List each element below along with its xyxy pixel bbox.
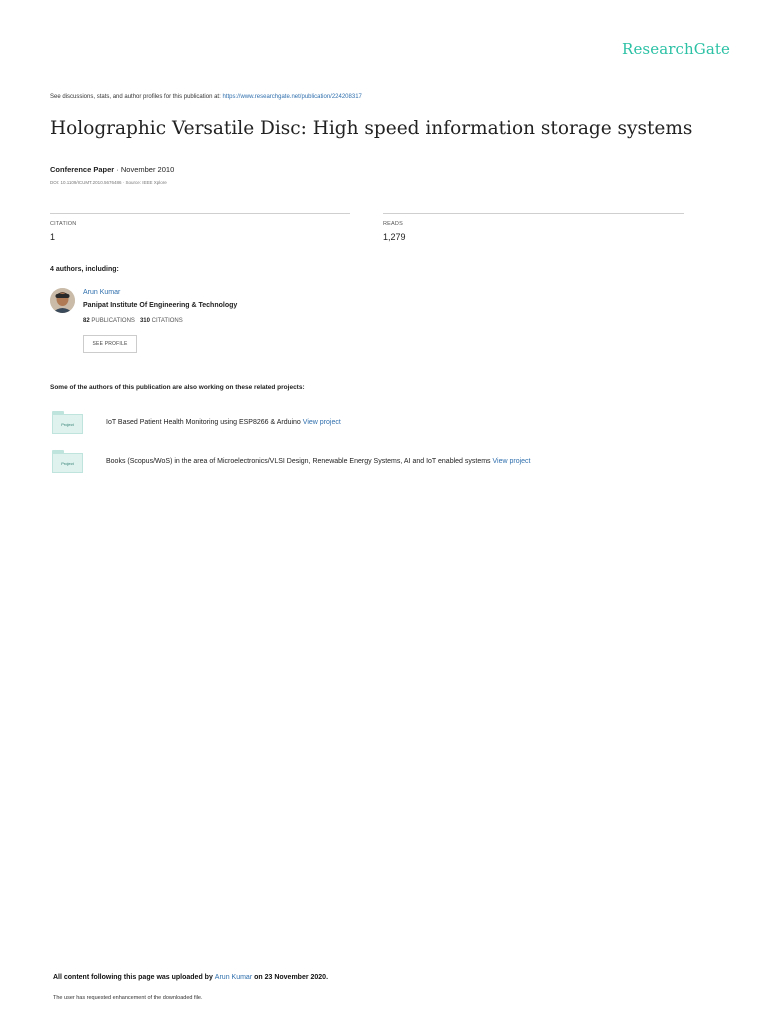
reads-label: READS <box>383 221 403 227</box>
upload-notice <box>53 974 328 981</box>
avatar-photo-icon <box>50 288 75 313</box>
reads-count: 1,279 <box>383 232 406 242</box>
doi-source-line: DOI: 10.1109/ICUMT.2010.5676486 · Source: IEEE Xplore <box>50 180 167 185</box>
project-badge: Project <box>52 453 83 473</box>
reads-divider <box>383 213 684 214</box>
researchgate-logo[interactable]: ResearchGate <box>622 40 730 58</box>
project-badge: Project <box>52 414 83 434</box>
discussion-prefix: See discussions, stats, and author profiles for this publication at: <box>50 94 223 100</box>
authors-heading: 4 authors, including: <box>50 266 119 273</box>
view-project-link[interactable]: View project <box>302 419 341 426</box>
citation-divider <box>50 213 350 214</box>
upload-prefix: All content following this page was uploaded by <box>53 974 215 981</box>
discussion-line <box>50 94 362 100</box>
project-folder-icon[interactable] <box>52 411 83 434</box>
see-profile-button[interactable]: SEE PROFILE <box>83 335 137 353</box>
project-item <box>106 458 531 465</box>
author-name-link[interactable]: Arun Kumar <box>83 289 121 296</box>
project-item <box>106 419 341 426</box>
publication-title: Holographic Versatile Disc: High speed information storage systems <box>50 118 693 139</box>
project-title: Books (Scopus/WoS) in the area of Microelectronics/VLSI Design, Renewable Energy Systems, AI and IoT enabled systems <box>106 458 493 465</box>
citation-count: 1 <box>50 232 56 242</box>
enhancement-note: The user has requested enhancement of the downloaded file. <box>53 995 203 1001</box>
publication-date: November 2010 <box>120 165 175 174</box>
uploader-link[interactable]: Arun Kumar <box>214 974 253 981</box>
citations-label: CITATIONS <box>151 318 183 324</box>
author-stats <box>83 318 183 324</box>
publications-label: PUBLICATIONS <box>91 318 135 324</box>
project-folder-icon[interactable] <box>52 450 83 473</box>
author-affiliation: Panipat Institute Of Engineering & Technology <box>83 302 238 309</box>
publication-url-link[interactable]: https://www.researchgate.net/publication/224208317 <box>222 94 362 100</box>
author-avatar[interactable] <box>50 288 75 313</box>
type-date-separator: · <box>114 165 121 174</box>
citation-label: CITATION <box>50 221 77 227</box>
publication-type-line <box>50 165 174 174</box>
publications-count: 82 <box>83 318 90 324</box>
citations-count: 310 <box>139 318 150 324</box>
view-project-link[interactable]: View project <box>492 458 531 465</box>
upload-suffix: on 23 November 2020. <box>252 974 329 981</box>
paper-type: Conference Paper <box>50 165 115 174</box>
related-projects-heading: Some of the authors of this publication are also working on these related projects: <box>50 384 305 391</box>
project-title: IoT Based Patient Health Monitoring using ESP8266 & Arduino <box>106 419 303 426</box>
